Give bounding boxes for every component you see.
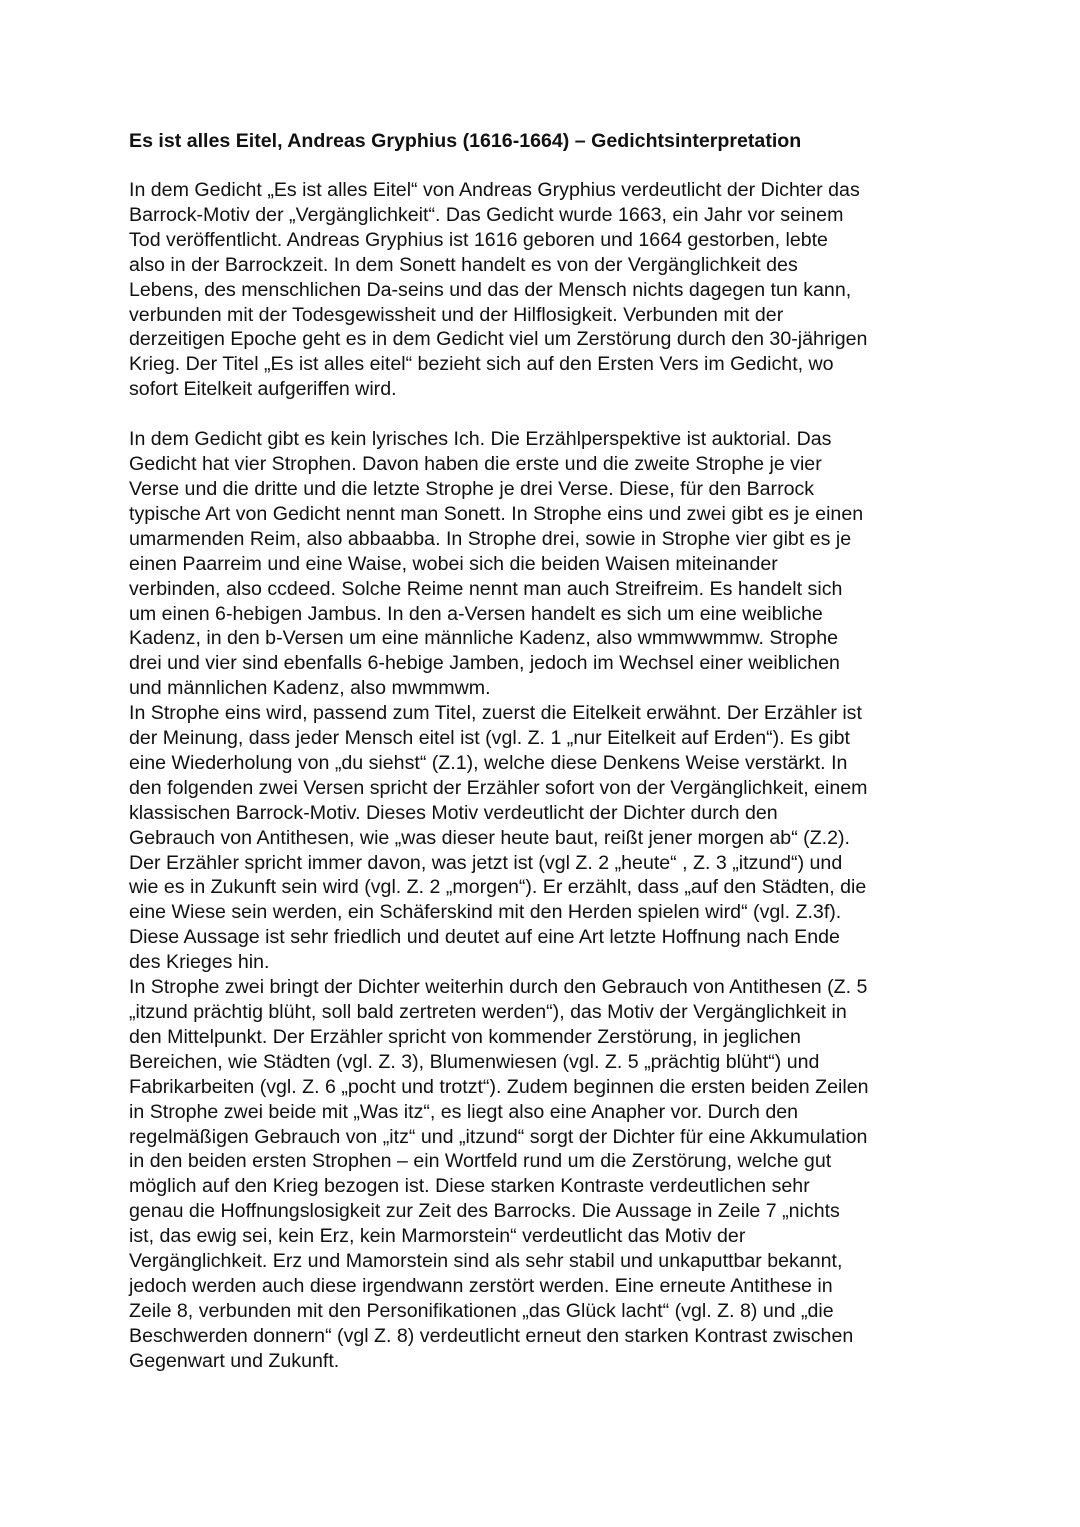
text-line: Lebens, des menschlichen Da-seins und das der Mensch nichts dagegen tun kann, (129, 278, 852, 301)
text-line: Kadenz, in den b-Versen um eine männliche Kadenz, also wmmwwmmw. Strophe (129, 627, 838, 650)
paragraph-form-analysis (129, 427, 959, 701)
text-line: In Strophe zwei bringt der Dichter weiterhin durch den Gebrauch von Antithesen (Z. 5 (129, 976, 868, 999)
text-line: Krieg. Der Titel „Es ist alles eitel“ bezieht sich auf den Ersten Vers im Gedicht, wo (129, 353, 834, 376)
text-line: derzeitigen Epoche geht es in dem Gedicht viel um Zerstörung durch den 30-jährigen (129, 328, 868, 351)
text-line: sofort Eitelkeit aufgeriffen wird. (129, 378, 397, 401)
text-line: der Meinung, dass jeder Mensch eitel ist (vgl. Z. 1 „nur Eitelkeit auf Erden“). Es gibt (129, 727, 850, 750)
text-line: umarmenden Reim, also abbaabba. In Strophe drei, sowie in Strophe vier gibt es je (129, 527, 852, 550)
text-line: den folgenden zwei Versen spricht der Erzähler sofort von der Vergänglichkeit, einem (129, 776, 868, 799)
text-line: möglich auf den Krieg bezogen ist. Diese starken Kontraste verdeutlichen sehr (129, 1175, 810, 1198)
text-line: den Mittelpunkt. Der Erzähler spricht von kommender Zerstörung, in jeglichen (129, 1025, 801, 1048)
text-line: Der Erzähler spricht immer davon, was jetzt ist (vgl Z. 2 „heute“ , Z. 3 „itzund“) und (129, 851, 843, 874)
text-line: Gebrauch von Antithesen, wie „was dieser heute baut, reißt jener morgen ab“ (Z.2). (129, 826, 850, 849)
text-line: klassischen Barrock-Motiv. Dieses Motiv verdeutlicht der Dichter durch den (129, 801, 778, 824)
paragraph-strophe-two (129, 975, 959, 1374)
text-line: um einen 6-hebigen Jambus. In den a-Versen handelt es sich um eine weibliche (129, 602, 823, 625)
text-line: Gedicht hat vier Strophen. Davon haben die erste und die zweite Strophe je vier (129, 453, 822, 476)
paragraph-introduction (129, 178, 959, 402)
text-line: genau die Hoffnungslosigkeit zur Zeit des Barrocks. Die Aussage in Zeile 7 „nichts (129, 1200, 840, 1223)
text-line: Gegenwart und Zukunft. (129, 1349, 340, 1372)
text-line: Diese Aussage ist sehr friedlich und deutet auf eine Art letzte Hoffnung nach Ende (129, 926, 840, 949)
text-line: und männlichen Kadenz, also mwmmwm. (129, 677, 491, 700)
text-line: verbinden, also ccdeed. Solche Reime nennt man auch Streifreim. Es handelt sich (129, 577, 843, 600)
text-line: wie es in Zukunft sein wird (vgl. Z. 2 „morgen“). Er erzählt, dass „auf den Städten, die (129, 876, 867, 899)
text-line: „itzund prächtig blüht, soll bald zertreten werden“), das Motiv der Vergänglichkeit in (129, 1001, 847, 1023)
text-line: Verse und die dritte und die letzte Strophe je drei Verse. Diese, für den Barrock (129, 477, 815, 500)
text-line: Bereichen, wie Städten (vgl. Z. 3), Blumenwiesen (vgl. Z. 5 „prächtig blüht“) und (129, 1050, 820, 1073)
text-line: einen Paarreim und eine Waise, wobei sich die beiden Waisen miteinander (129, 552, 778, 575)
text-line: In dem Gedicht gibt es kein lyrisches Ich. Die Erzählperspektive ist auktorial. Das (129, 428, 832, 451)
text-line: in Strophe zwei beide mit „Was itz“, es liegt also eine Anapher vor. Durch den (129, 1100, 799, 1123)
text-line: In Strophe eins wird, passend zum Titel, zuerst die Eitelkeit erwähnt. Der Erzähler ist (129, 702, 862, 725)
text-line: verbunden mit der Todesgewissheit und der Hilflosigkeit. Verbunden mit der (129, 303, 784, 326)
paragraph-gap (129, 402, 959, 427)
text-line: jedoch werden auch diese irgendwann zerstört werden. Eine erneute Antithese in (129, 1274, 833, 1297)
text-line: in den beiden ersten Strophen – ein Wortfeld rund um die Zerstörung, welche gut (129, 1150, 832, 1173)
text-line: drei und vier sind ebenfalls 6-hebige Jamben, jedoch im Wechsel einer weiblichen (129, 652, 840, 675)
text-line: ist, das ewig sei, kein Erz, kein Marmorstein“ verdeutlicht das Motiv der (129, 1225, 746, 1248)
text-line: typische Art von Gedicht nennt man Sonett. In Strophe eins und zwei gibt es je einen (129, 502, 864, 525)
document-title: Es ist alles Eitel, Andreas Gryphius (1616-1664) – Gedichtsinterpretation (129, 130, 802, 152)
text-line: Fabrikarbeiten (vgl. Z. 6 „pocht und trotzt“). Zudem beginnen die ersten beiden Zeilen (129, 1075, 869, 1098)
text-line: In dem Gedicht „Es ist alles Eitel“ von Andreas Gryphius verdeutlicht der Dichter das (129, 179, 860, 201)
paragraph-strophe-one (129, 701, 959, 975)
text-line: des Krieges hin. (129, 951, 270, 974)
text-line: Beschwerden donnern“ (vgl Z. 8) verdeutlicht erneut den starken Kontrast zwischen (129, 1324, 854, 1347)
text-line: also in der Barrockzeit. In dem Sonett handelt es von der Vergänglichkeit des (129, 253, 798, 276)
text-line: Tod veröffentlicht. Andreas Gryphius ist 1616 geboren und 1664 gestorben, lebte (129, 228, 828, 251)
text-line: eine Wiederholung von „du siehst“ (Z.1), welche diese Denkens Weise verstärkt. In (129, 751, 848, 774)
text-line: eine Wiese sein werden, ein Schäferskind mit den Herden spielen wird“ (vgl. Z.3f). (129, 901, 842, 924)
text-line: Barrock-Motiv der „Vergänglichkeit“. Das Gedicht wurde 1663, ein Jahr vor seinem (129, 203, 844, 226)
text-line: Vergänglichkeit. Erz und Mamorstein sind als sehr stabil und unkaputtbar bekannt, (129, 1250, 843, 1273)
text-line: Zeile 8, verbunden mit den Personifikationen „das Glück lacht“ (vgl. Z. 8) und „die (129, 1299, 834, 1322)
document-page (129, 128, 959, 1374)
text-line: regelmäßigen Gebrauch von „itz“ und „itzund“ sorgt der Dichter für eine Akkumulation (129, 1125, 868, 1148)
